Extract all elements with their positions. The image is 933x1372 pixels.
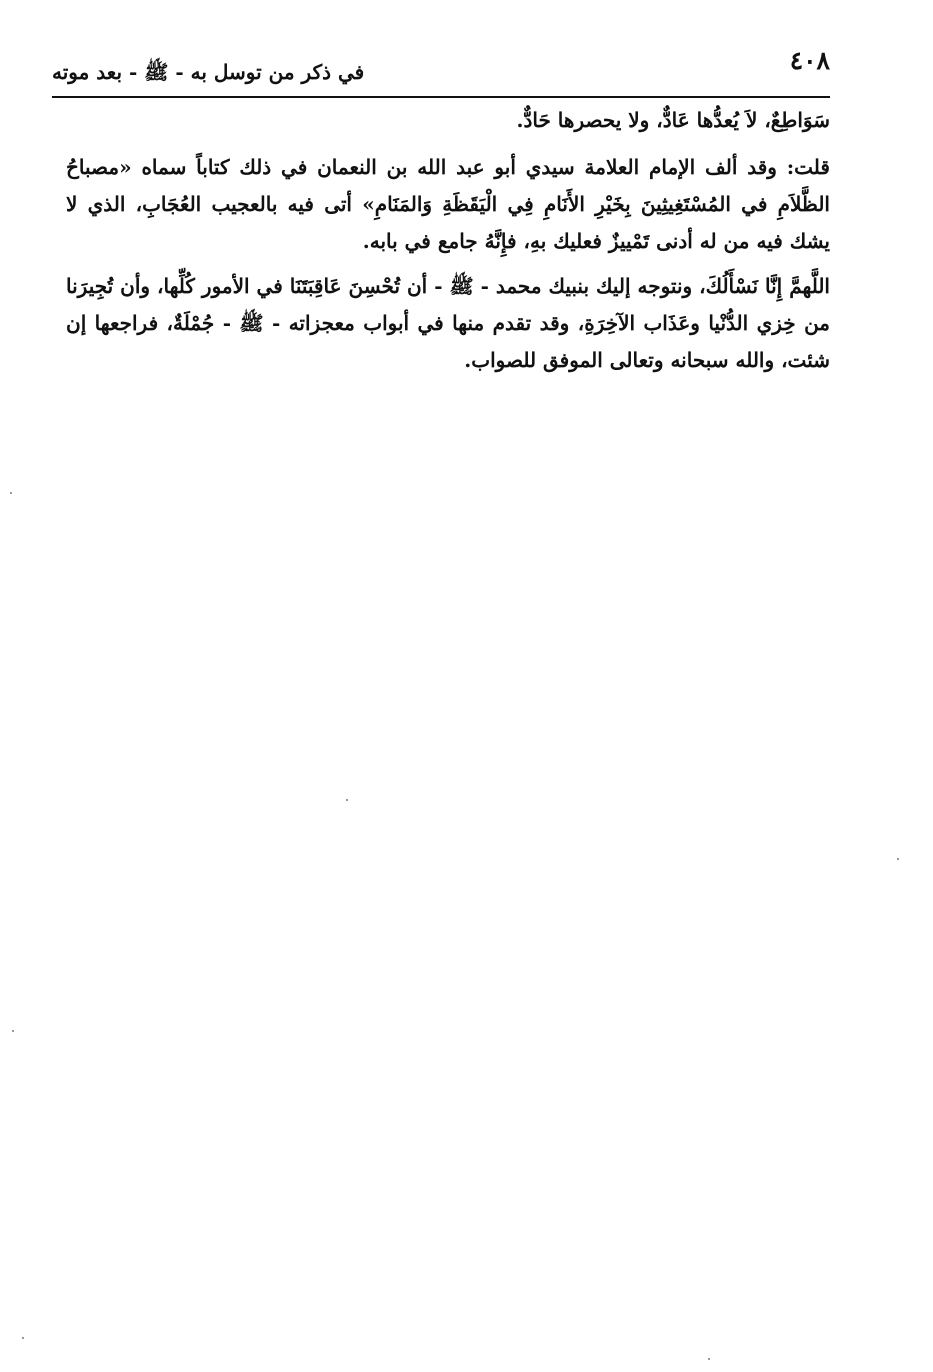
scan-speck <box>12 1030 14 1032</box>
paragraph-2: قلت: وقد ألف الإمام العلامة سيدي أبو عبد الله بن النعمان في ذلك كتاباً سماه «مصباحُ الظَّلاَمِ في المُسْتَغِيثِينَ بِخَيْرِ الأَنَامِ فِي الْيَقَظَةِ وَالمَنَامِ» أتى فيه بالعجيب العُجَابِ، الذي لا يشك فيه من له أدنى تَمْييزٌ فعليك بهِ، فإِنَّهُ جامع في بابه. <box>66 155 830 253</box>
scan-speck <box>10 492 12 494</box>
scan-speck <box>897 858 899 860</box>
paragraph-3: اللَّهمَّ إِنَّا نَسْأَلُكَ، ونتوجه إليك بنبيك محمد - ﷺ - أن تُحْسِنَ عَاقِبَتَنَا في الأمور كُلِّها، وأن تُجِيرَنا من خِزي الدُّنْيا وعَذَاب الآخِرَةِ، وقد تقدم منها في أبواب معجزاته - ﷺ - جُمْلَةٌ، فراجعها إن شئت، والله سبحانه وتعالى الموفق للصواب. <box>66 274 830 372</box>
scan-speck <box>708 1358 710 1360</box>
running-title: في ذكر من توسل به - ﷺ - بعد موته <box>52 60 365 84</box>
scan-speck <box>346 799 348 801</box>
page-header <box>52 44 830 98</box>
page-body <box>66 102 830 387</box>
scan-speck <box>22 1337 24 1339</box>
page-number: ٤٠٨ <box>789 46 830 75</box>
paragraph-1: سَوَاطِعٌ، لاَ يُعدُّها عَادٌّ، ولا يحصرها حَادٌّ. <box>516 108 830 132</box>
